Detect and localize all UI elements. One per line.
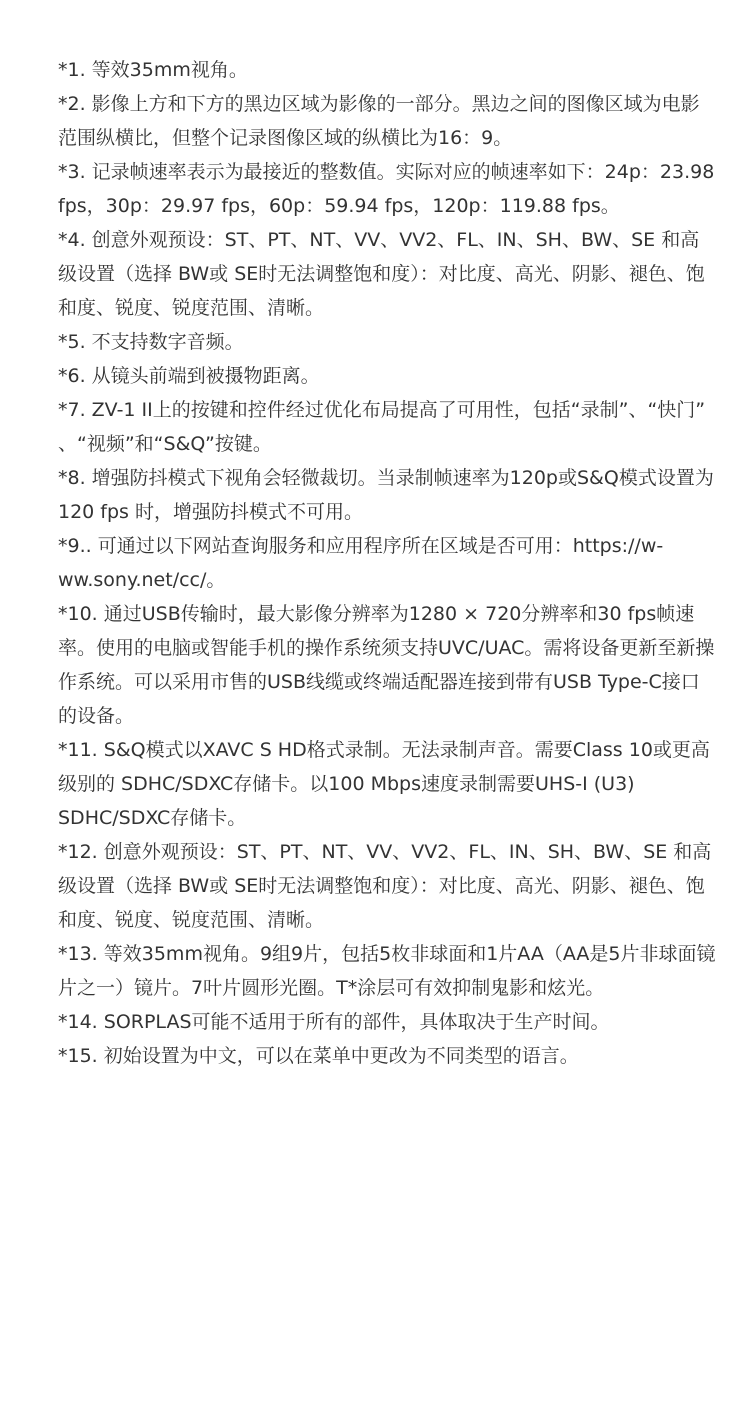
footnote-8: *8. 增强防抖模式下视角会轻微裁切。当录制帧速率为120p或S&Q模式设置为120 fps 时，增强防抖模式不可用。 (58, 467, 714, 523)
footnote-12: *12. 创意外观预设：ST、PT、NT、VV、VV2、FL、IN、SH、BW、SE 和高级设置（选择 BW或 SE时无法调整饱和度）：对比度、高光、阴影、褪色、饱和度、锐度、锐度范围、清晰。 (58, 841, 712, 931)
footnote-5: *5. 不支持数字音频。 (58, 331, 244, 353)
footnote-15: *15. 初始设置为中文，可以在菜单中更改为不同类型的语言。 (58, 1045, 579, 1067)
footnote-list (58, 53, 716, 1073)
footnote-13: *13. 等效35mm视角。9组9片，包括5枚非球面和1片AA（AA是5片非球面镜片之一）镜片。7叶片圆形光圈。T*涂层可有效抑制鬼影和炫光。 (58, 943, 716, 999)
footnote-9: *9.. 可通过以下网站查询服务和应用程序所在区域是否可用：https://w-ww.sony.net/cc/。 (58, 535, 664, 591)
footnote-2: *2. 影像上方和下方的黑边区域为影像的一部分。黑边之间的图像区域为电影范围纵横比，但整个记录图像区域的纵横比为16：9。 (58, 93, 700, 149)
footnote-10: *10. 通过USB传输时，最大影像分辨率为1280 × 720分辨率和30 fps帧速率。使用的电脑或智能手机的操作系统须支持UVC/UAC。需将设备更新至新操作系统。可以采用市售的USB线缆或终端适配器连接到带有USB Type-C接口的设备。 (58, 603, 715, 727)
footnote-7: *7. ZV-1 II上的按键和控件经过优化布局提高了可用性，包括“录制”、“快门” 、“视频”和“S&Q”按键。 (58, 399, 706, 455)
footnote-6: *6. 从镜头前端到被摄物距离。 (58, 365, 320, 387)
footnote-14: *14. SORPLAS可能不适用于所有的部件，具体取决于生产时间。 (58, 1011, 610, 1033)
footnote-3: *3. 记录帧速率表示为最接近的整数值。实际对应的帧速率如下：24p：23.98 fps，30p：29.97 fps，60p：59.94 fps，120p：119.88 fps。 (58, 161, 715, 217)
footnote-1: *1. 等效35mm视角。 (58, 59, 248, 81)
footnote-4: *4. 创意外观预设：ST、PT、NT、VV、VV2、FL、IN、SH、BW、SE 和高级设置（选择 BW或 SE时无法调整饱和度）：对比度、高光、阴影、褪色、饱和度、锐度、锐度范围、清晰。 (58, 229, 705, 319)
footnote-11: *11. S&Q模式以XAVC S HD格式录制。无法录制声音。需要Class 10或更高级别的 SDHC/SDXC存储卡。以100 Mbps速度录制需要UHS-I (U3) SDHC/SDXC存储卡。 (58, 739, 710, 829)
